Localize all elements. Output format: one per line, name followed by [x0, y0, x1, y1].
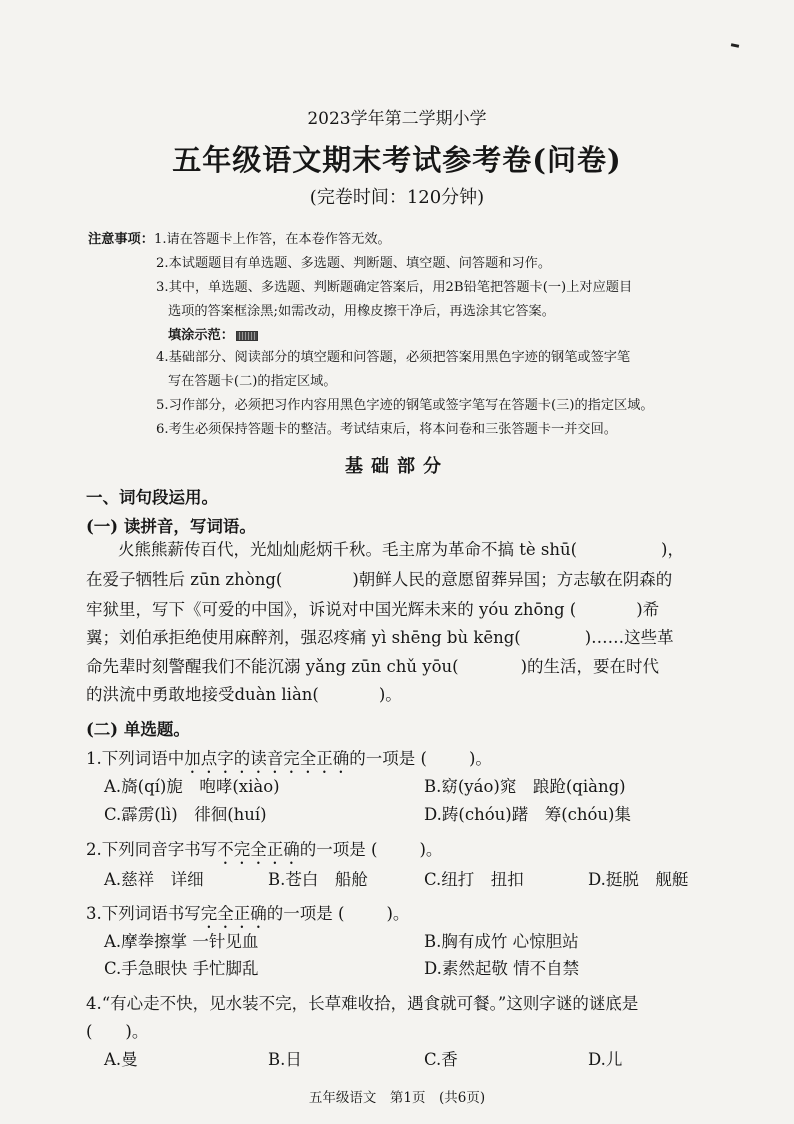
q1-option-d: D.踌(chóu)躇 筹(chóu)集 [424, 805, 631, 824]
q1-option-b: B.窈(yáo)窕 踉跄(qiàng) [424, 777, 626, 796]
time-note: (完卷时间：120分钟) [309, 187, 485, 208]
page-footer: 五年级语文 第1页 (共6页) [308, 1090, 486, 1106]
sub1-heading: (一) 读拼音，写词语。 [86, 517, 256, 536]
passage-line-4: 翼；刘伯承拒绝使用麻醉剂，强忍疼痛 yì shēng bù kēng( )……这些革 [86, 628, 674, 647]
note-item-4-cont: 写在答题卡(二)的指定区域。 [168, 374, 337, 389]
q1-option-c: C.霹雳(lì) 徘徊(huí) [104, 805, 267, 824]
exam-title: 五年级语文期末考试参考卷(问卷) [172, 143, 622, 177]
note-item-5: 5.习作部分，必须把习作内容用黑色字迹的钢笔或签字笔写在答题卡(三)的指定区域。 [156, 398, 654, 413]
fill-demo-label: 填涂示范： [168, 328, 234, 343]
passage-line-2: 在爱子牺牲后 zūn zhòng( )朝鲜人民的意愿留葬异国；方志敏在阴森的 [86, 570, 673, 589]
q4-option-c: C.香 [424, 1050, 458, 1069]
part1-heading: 一、词句段运用。 [86, 488, 218, 507]
q3-option-b: B.胸有成竹 心惊胆站 [424, 932, 579, 951]
passage-line-1: 火熊熊薪传百代，光灿灿彪炳千秋。毛主席为革命不搞 tè shū( )， [118, 540, 684, 559]
passage-line-5: 命先辈时刻警醒我们不能沉溺 yǎng zūn chǔ yōu( )的生活，要在时代 [86, 657, 660, 676]
note-item-6: 6.考生必须保持答题卡的整洁。考试结束后，将本问卷和三张答题卡一并交回。 [156, 422, 617, 437]
question-1: 1.下列词语中加点字的读音完全正确的一项是 ( )。 [86, 749, 492, 768]
scan-mark [731, 43, 739, 48]
question-4-cont: ( )。 [86, 1022, 149, 1041]
q2-option-c: C.纽打 扭扣 [424, 870, 524, 889]
note-item-3-cont: 选项的答案框涂黑;如需改动，用橡皮擦干净后，再选涂其它答案。 [168, 304, 555, 319]
note-item-1: 1.请在答题卡上作答，在本卷作答无效。 [153, 232, 391, 247]
note-item-4: 4.基础部分、阅读部分的填空题和问答题，必须把答案用黑色字迹的钢笔或签字笔 [156, 350, 631, 365]
q1-option-a: A.旖(qí)旎 咆哮(xiào) [104, 777, 280, 796]
q3-option-a: A.摩拳擦掌 一针见血 [104, 932, 259, 951]
question-3: 3.下列词语书写完全正确的一项是 ( )。 [86, 904, 410, 923]
q4-option-a: A.曼 [104, 1050, 138, 1069]
q3-option-d: D.素然起敬 情不自禁 [424, 959, 580, 978]
q2-option-b: B.苍白 船舱 [268, 870, 368, 889]
question-2: 2.下列同音字书写不完全正确的一项是 ( )。 [86, 840, 443, 859]
q2-option-d: D.挺脱 舰艇 [588, 870, 689, 889]
q4-option-d: D.儿 [588, 1050, 623, 1069]
section-title: 基础部分 [345, 456, 449, 477]
q4-option-b: B.日 [268, 1050, 302, 1069]
passage-line-6: 的洪流中勇敢地接受duàn liàn( )。 [86, 685, 402, 704]
sub2-heading: (二) 单选题。 [86, 720, 190, 739]
fill-demo-box [236, 331, 258, 341]
passage-line-3: 牢狱里，写下《可爱的中国》，诉说对中国光辉未来的 yóu zhōng ( )希 [86, 600, 660, 619]
note-item-2: 2.本试题题目有单选题、多选题、判断题、填空题、问答题和习作。 [156, 256, 552, 271]
question-4: 4.“有心走不快，见水装不完，长草难收拾，遇食就可餐。”这则字谜的谜底是 [86, 994, 639, 1013]
year-line: 2023学年第二学期小学 [307, 109, 487, 129]
q2-option-a: A.慈祥 详细 [104, 870, 204, 889]
notes-label: 注意事项： [88, 232, 154, 247]
q3-option-c: C.手急眼快 手忙脚乱 [104, 959, 259, 978]
note-item-3: 3.其中，单选题、多选题、判断题确定答案后，用2B铅笔把答题卡(一)上对应题目 [156, 280, 633, 295]
